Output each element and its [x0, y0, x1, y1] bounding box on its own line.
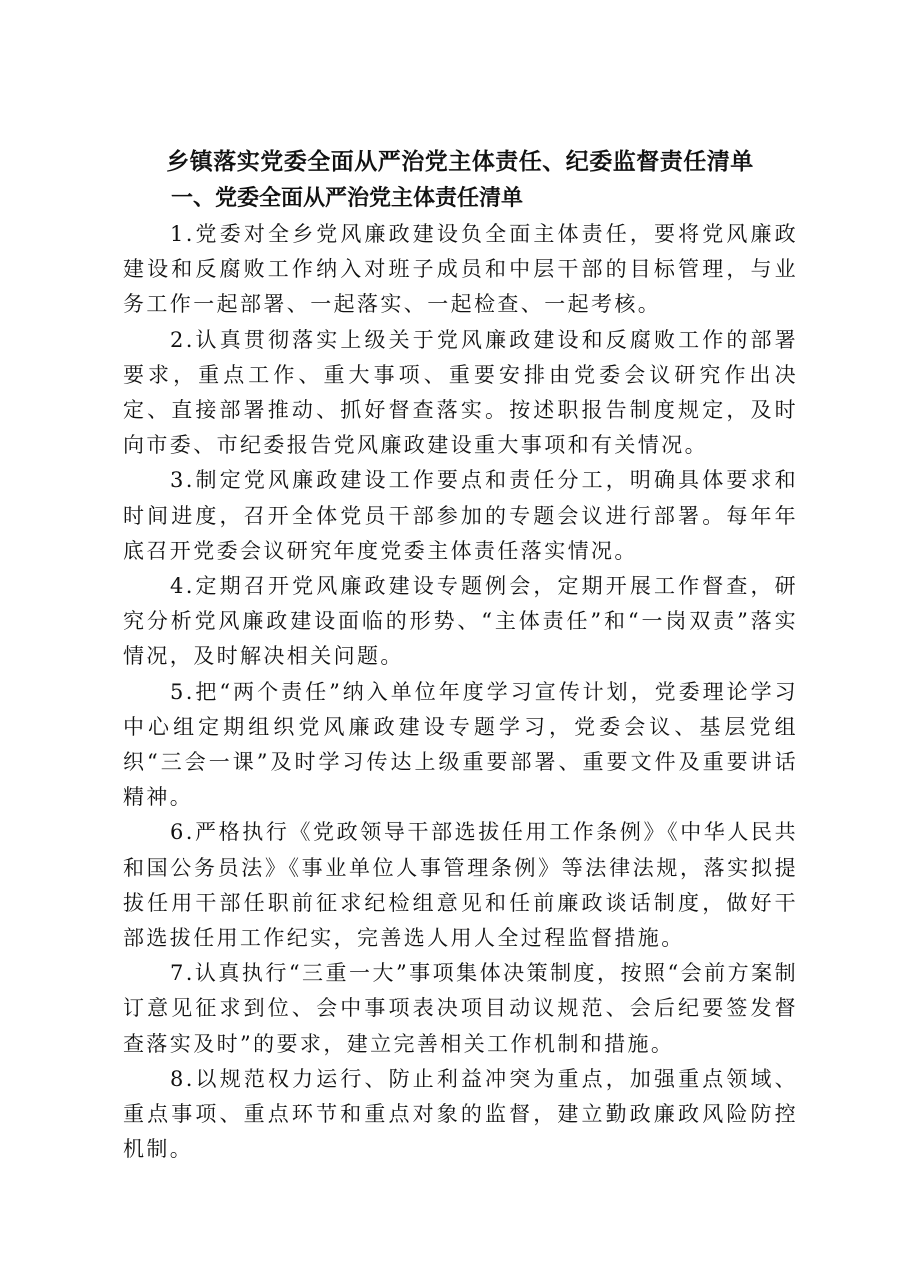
paragraph-2: 2.认真贯彻落实上级关于党风廉政建设和反腐败工作的部署要求，重点工作、重大事项、重要安排由党委会议研究作出决定、直接部署推动、抓好督查落实。按述职报告制度规定，及时向市委、市纪委报告党风廉政建设重大事项和有关情况。 [123, 327, 798, 458]
document-title: 乡镇落实党委全面从严治党主体责任、纪委监督责任清单 [166, 149, 754, 175]
document-body [123, 217, 798, 1167]
paragraph-7: 7.认真执行“三重一大”事项集体决策制度，按照“会前方案制订意见征求到位、会中事项表决项目动议规范、会后纪要签发督查落实及时”的要求，建立完善相关工作机制和措施。 [123, 961, 798, 1056]
paragraph-8: 8.以规范权力运行、防止利益冲突为重点，加强重点领域、重点事项、重点环节和重点对象的监督，建立勤政廉政风险防控机制。 [123, 1066, 798, 1162]
paragraph-6: 6.严格执行《党政领导干部选拔任用工作条例》《中华人民共和国公务员法》《事业单位人事管理条例》等法律法规，落实拟提拔任用干部任职前征求纪检组意见和任前廉政谈话制度，做好干部选拔任用工作纪实，完善选人用人全过程监督措施。 [123, 820, 798, 951]
paragraph-1: 1.党委对全乡党风廉政建设负全面主体责任，要将党风廉政建设和反腐败工作纳入对班子成员和中层干部的目标管理，与业务工作一起部署、一起落实、一起检查、一起考核。 [123, 222, 798, 317]
paragraph-3: 3.制定党风廉政建设工作要点和责任分工，明确具体要求和时间进度，召开全体党员干部参加的专题会议进行部署。每年年底召开党委会议研究年度党委主体责任落实情况。 [123, 468, 798, 563]
paragraph-4: 4.定期召开党风廉政建设专题例会，定期开展工作督查，研究分析党风廉政建设面临的形势、“主体责任”和“一岗双责”落实情况，及时解决相关问题。 [123, 574, 798, 669]
paragraph-5: 5.把“两个责任”纳入单位年度学习宣传计划，党委理论学习中心组定期组织党风廉政建设专题学习，党委会议、基层党组织“三会一课”及时学习传达上级重要部署、重要文件及重要讲话精神。 [123, 679, 798, 810]
section-heading: 一、党委全面从严治党主体责任清单 [171, 186, 524, 211]
